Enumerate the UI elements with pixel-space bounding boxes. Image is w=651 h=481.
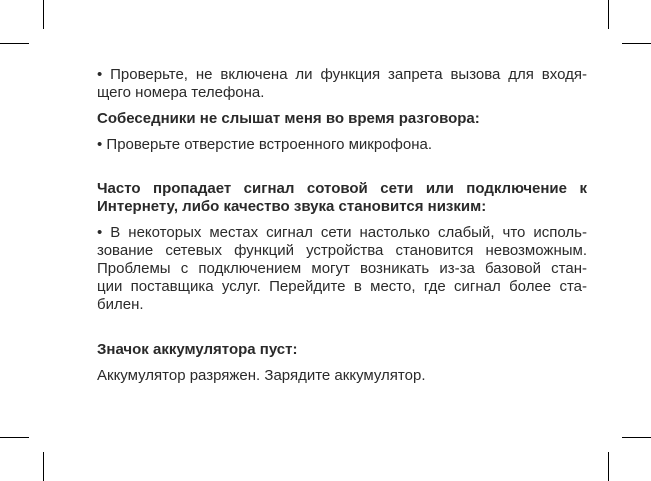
page-content [97,66,587,385]
text-line: • Проверьте отверстие встроенного микрофона. [97,136,433,153]
text-line: • Проверьте, не включена ли функция запрета вызова для входя- [97,66,587,83]
crop-mark-bottom-left-vertical [43,452,44,481]
text-line: щего номера телефона. [97,84,265,101]
crop-mark-top-left-horizontal [0,43,29,44]
paragraph-signal-info [97,224,587,314]
section-heading-battery [97,341,587,359]
text-line: • В некоторых местах сигнал сети настолько слабый, что исполь- [97,224,587,241]
section-heading-signal [97,180,587,216]
crop-mark-bottom-right-vertical [608,452,609,481]
heading-text: Часто пропадает сигнал сотовой сети или подключение к [97,180,587,197]
crop-mark-top-left-vertical [43,0,44,29]
heading-text: Значок аккумулятора пуст: [97,341,298,358]
text-line: ции поставщика услуг. Перейдите в место, где сигнал более ста- [97,278,587,295]
text-line: билен. [97,296,144,313]
paragraph-block-call-check [97,66,587,102]
section-heading-mic [97,110,587,128]
heading-text: Интернету, либо качество звука становится низким: [97,198,487,215]
text-line: Аккумулятор разряжен. Зарядите аккумулятор. [97,367,426,384]
heading-text: Собеседники не слышат меня во время разговора: [97,110,480,127]
crop-mark-bottom-right-horizontal [622,437,651,438]
crop-mark-top-right-horizontal [622,43,651,44]
crop-mark-bottom-left-horizontal [0,437,29,438]
text-line: зование сетевых функций устройства становится невозможным. [97,242,587,259]
text-line: Проблемы с подключением могут возникать из-за базовой стан- [97,260,587,277]
paragraph-battery-info [97,367,587,385]
crop-mark-top-right-vertical [608,0,609,29]
paragraph-mic-check [97,136,587,154]
